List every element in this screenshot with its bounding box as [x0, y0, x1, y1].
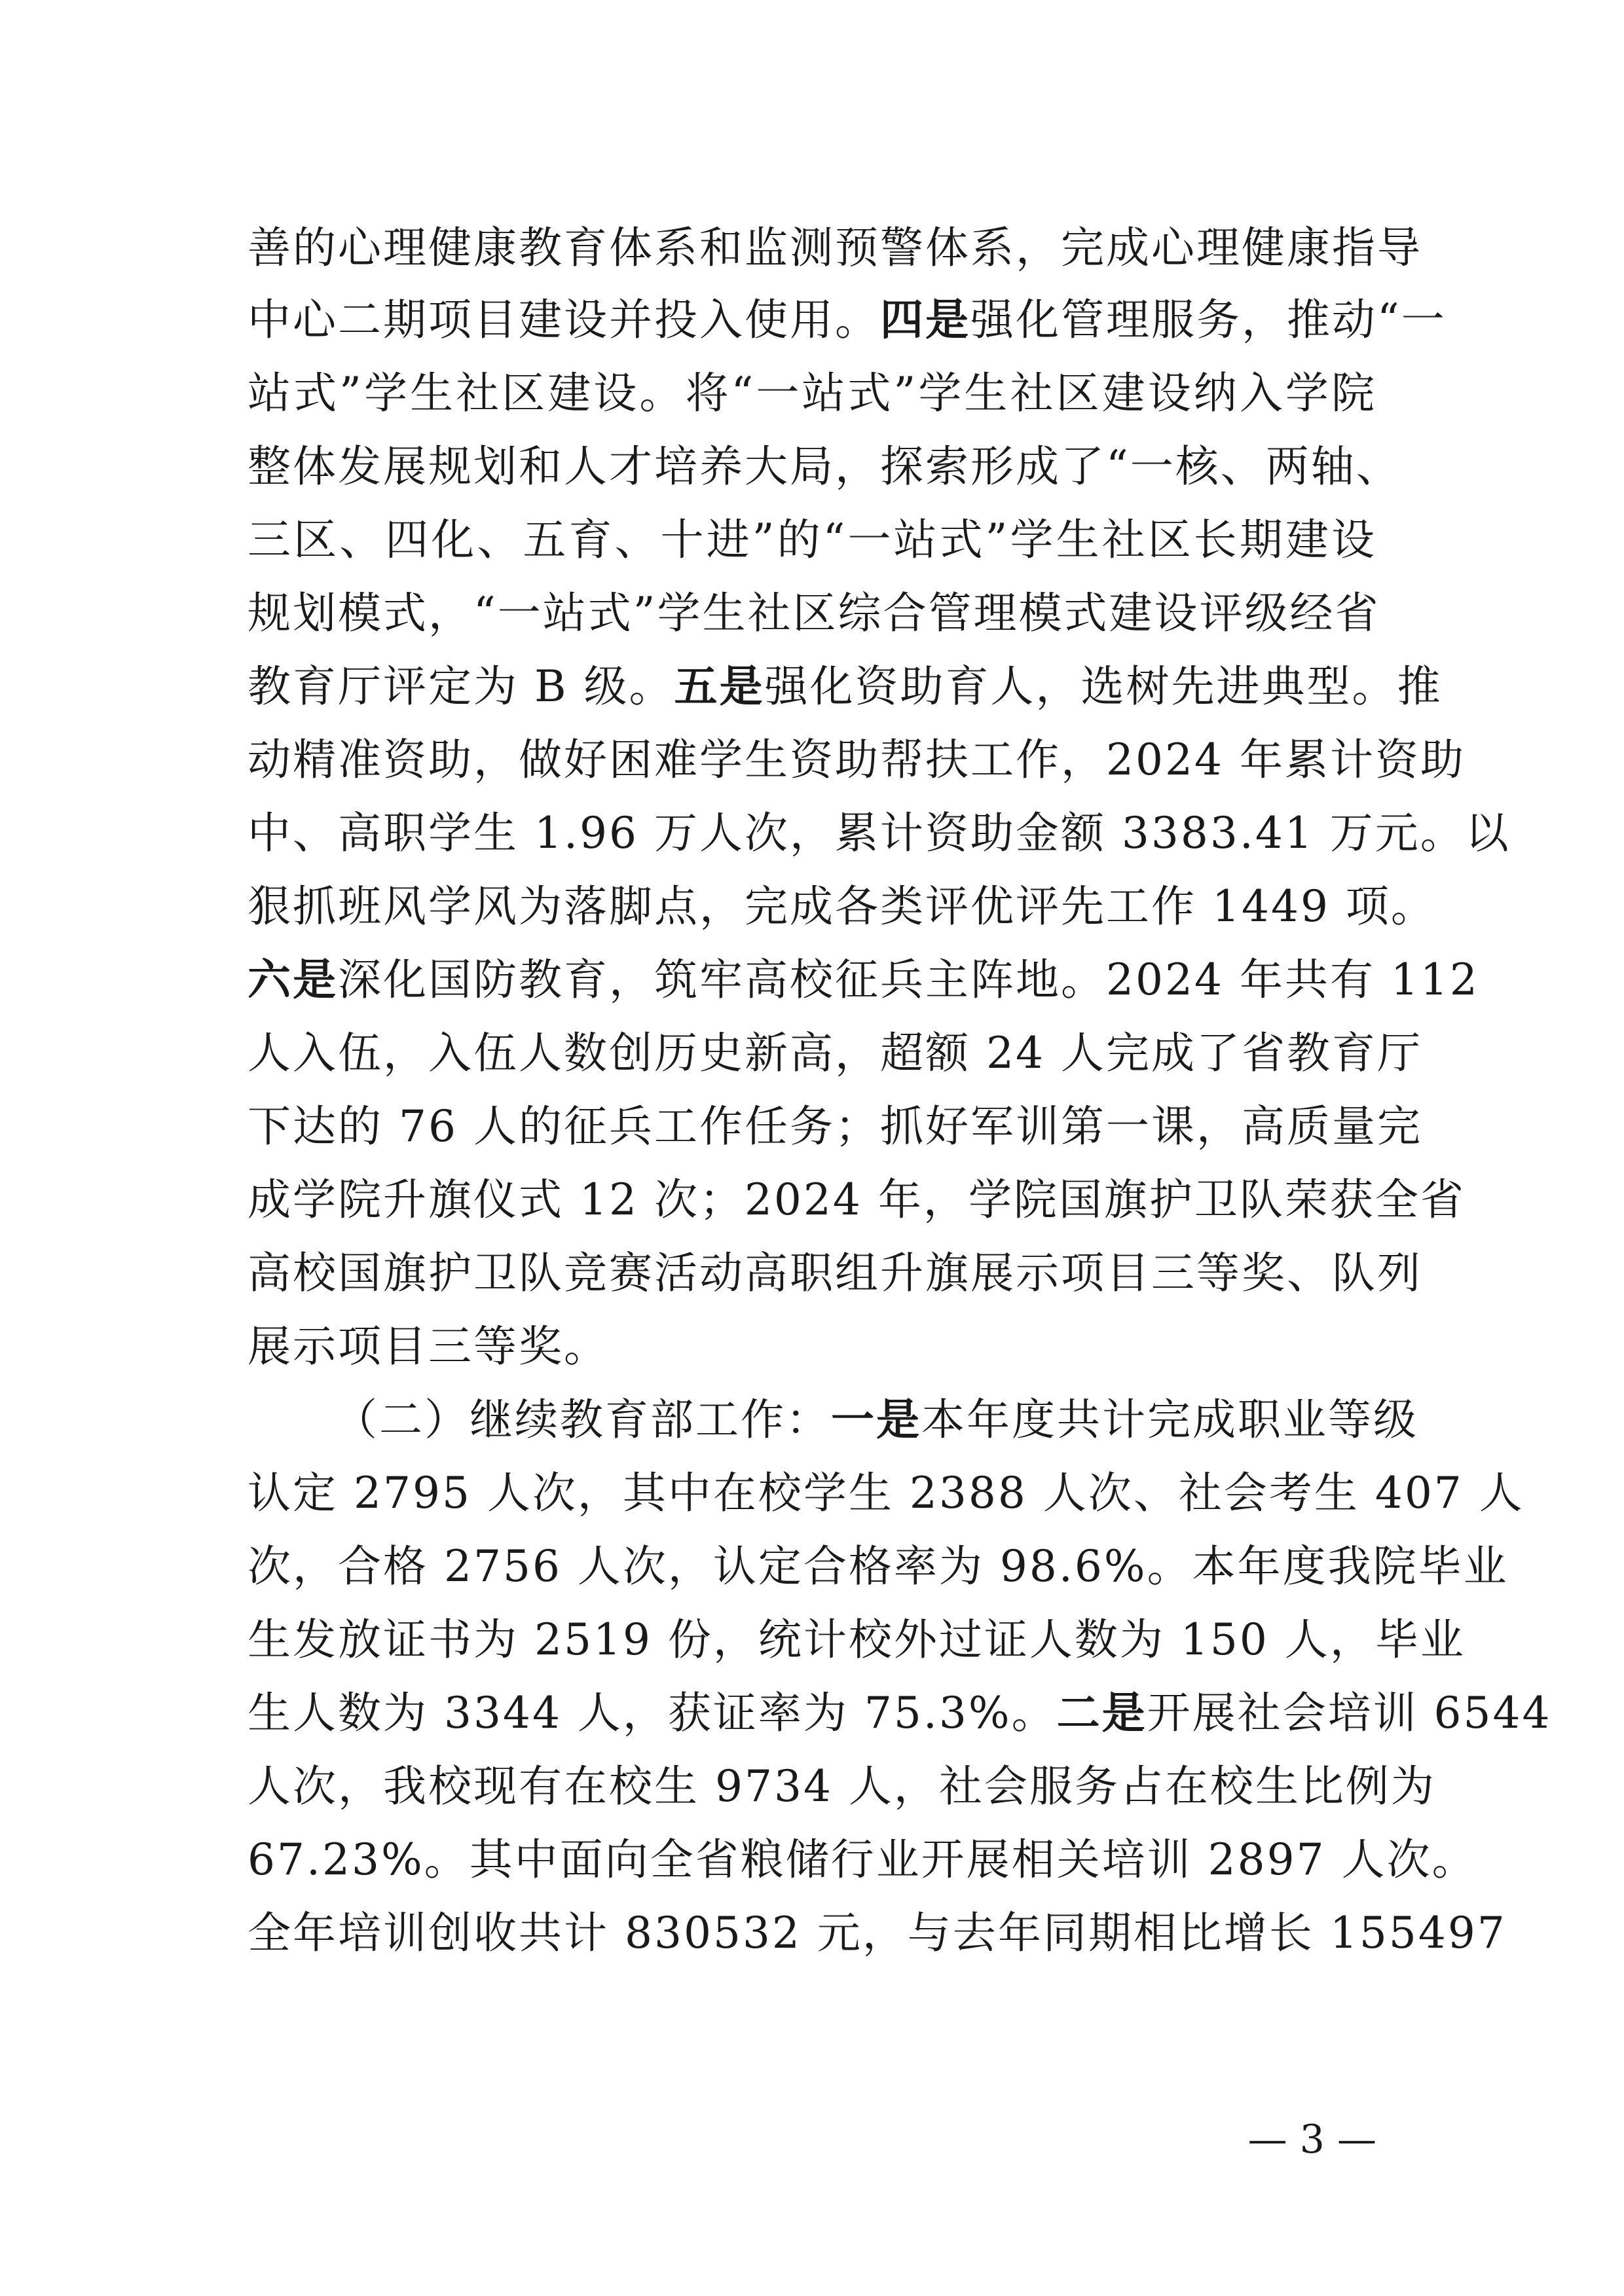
- text-run: 强化资助育人，选树先进典型。推: [764, 661, 1443, 712]
- paragraph-1-line-4: 整体发展规划和人才培养大局，探索形成了“一核、两轴、: [248, 441, 1401, 492]
- paragraph-1-line-11: [248, 941, 1479, 1019]
- paragraph-2-line-6: 人次，我校现有在校生 9734 人，社会服务占在校生比例为: [248, 1761, 1436, 1812]
- paragraph-2-line-7: 67.23%。其中面向全省粮储行业开展相关培训 2897 人次。: [248, 1834, 1477, 1885]
- paragraph-1-line-9: 中、高职学生 1.96 万人次，累计资助金额 3383.41 万元。以: [248, 808, 1511, 858]
- paragraph-1-line-1: 善的心理健康教育体系和监测预警体系，完成心理健康指导: [248, 223, 1422, 273]
- paragraph-1-line-15: 高校国旗护卫队竞赛活动高职组升旗展示项目三等奖、队列: [248, 1248, 1422, 1298]
- text-run: 深化国防教育，筑牢高校征兵主阵地。2024 年共有 112: [338, 955, 1479, 1005]
- bold-marker: 二是: [1056, 1688, 1147, 1738]
- paragraph-1-line-12: 人入伍，入伍人数创历史新高，超额 24 人完成了省教育厅: [248, 1028, 1422, 1078]
- paragraph-2-line-8: 全年培训创收共计 830532 元，与去年同期相比增长 155497: [248, 1908, 1507, 1958]
- text-run: 中心二期项目建设并投入使用。: [248, 295, 880, 345]
- page-number: — 3 —: [1247, 2117, 1376, 2162]
- bold-marker: 六是: [248, 955, 338, 1005]
- paragraph-1-line-8: 动精准资助，做好困难学生资助帮扶工作，2024 年累计资助: [248, 735, 1466, 785]
- paragraph-1-line-14: 成学院升旗仪式 12 次；2024 年，学院国旗护卫队荣获全省: [248, 1175, 1466, 1225]
- paragraph-1-line-6: 规划模式，“一站式”学生社区综合管理模式建设评级经省: [248, 588, 1380, 638]
- text-run: （二）继续教育部工作：: [334, 1394, 831, 1445]
- paragraph-1-line-5: 三区、四化、五育、十进”的“一站式”学生社区长期建设: [248, 515, 1376, 565]
- text-run: 教育厅评定为 B 级。: [248, 661, 674, 712]
- text-run: 强化管理服务，推动“一: [970, 295, 1447, 345]
- paragraph-1-line-13: 下达的 76 人的征兵工作任务；抓好军训第一课，高质量完: [248, 1101, 1422, 1152]
- text-run: 生人数为 3344 人，获证率为 75.3%。: [248, 1688, 1057, 1738]
- paragraph-2-line-2: 认定 2795 人次，其中在校学生 2388 人次、社会考生 407 人: [248, 1468, 1524, 1518]
- paragraph-1-line-16: 展示项目三等奖。: [248, 1321, 609, 1372]
- text-run: 开展社会培训 6544: [1147, 1688, 1552, 1738]
- paragraph-1-line-10: 狠抓班风学风为落脚点，完成各类评优评先工作 1449 项。: [248, 881, 1436, 932]
- paragraph-1-line-3: 站式”学生社区建设。将“一站式”学生社区建设纳入学院: [248, 368, 1376, 418]
- paragraph-2-line-1: [334, 1381, 1418, 1459]
- paragraph-1-line-7: [248, 648, 1443, 725]
- bold-marker: 四是: [880, 295, 970, 345]
- paragraph-2-line-4: 生发放证书为 2519 份，统计校外过证人数为 150 人，毕业: [248, 1614, 1466, 1665]
- bold-marker: 五是: [674, 661, 765, 712]
- paragraph-1-line-2: [248, 282, 1447, 359]
- bold-marker: 一是: [831, 1394, 921, 1445]
- text-run: 本年度共计完成职业等级: [921, 1394, 1418, 1445]
- paragraph-2-line-5: [248, 1675, 1552, 1752]
- paragraph-2-line-3: 次，合格 2756 人次，认定合格率为 98.6%。本年度我院毕业: [248, 1541, 1509, 1592]
